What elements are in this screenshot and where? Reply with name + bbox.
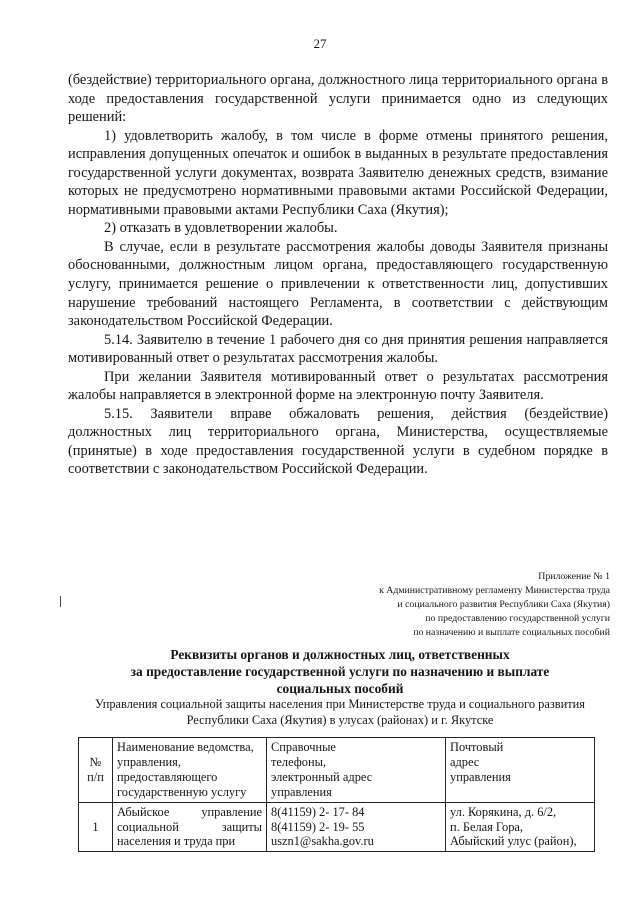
paragraph: 1) удовлетворить жалобу, в том числе в форме отмены принятого решения, исправления допущенных опечаток и ошибок в выданных в результате предоставления государственной услуги документах, возврата Заявителю денежных средств, взимание которых не предусмотрено нормативными правовыми актами Российской Федерации, нормативными правовыми актами Республики Саха (Якутия); bbox=[68, 127, 608, 218]
section-subtitle bbox=[70, 696, 610, 728]
title-line: Реквизиты органов и должностных лиц, ответственных bbox=[170, 647, 510, 662]
appendix-line: и социального развития Республики Саха (Якутия) bbox=[397, 599, 610, 610]
body-text bbox=[68, 71, 608, 479]
row-address-cell: ул. Корякина, д. 6/2, п. Белая Гора, Абыйский улус (район), bbox=[446, 802, 595, 852]
row-number-cell: 1 bbox=[79, 802, 113, 852]
paragraph: В случае, если в результате рассмотрения жалобы доводы Заявителя признаны обоснованными, должностным лицом органа, предоставляющего государственную услугу, принимается решение о привлечении к ответственности лиц, допустивших нарушение требований настоящего Регламента, в соответствии с действующим законодательством Российской Федерации. bbox=[68, 238, 608, 330]
paragraph: 5.14. Заявителю в течение 1 рабочего дня со дня принятия решения направляется мотивированный ответ о результатах рассмотрения жалобы. bbox=[68, 331, 608, 367]
requisites-table bbox=[78, 737, 595, 852]
page-number: 27 bbox=[313, 36, 327, 51]
appendix-header bbox=[280, 570, 610, 640]
title-line: за предоставление государственной услуги по назначению и выплате bbox=[130, 664, 550, 679]
appendix-line: по назначению и выплате социальных пособий bbox=[413, 627, 610, 638]
row-name-cell: Абыйское управление социальной защиты населения и труда при bbox=[113, 802, 267, 852]
paragraph: (бездействие) территориального органа, должностного лица территориального органа в ходе предоставления государственной услуги принимается одно из следующих решений: bbox=[68, 72, 608, 126]
paragraph: 5.15. Заявители вправе обжаловать решения, действия (бездействие) должностных лиц территориального органа, Министерства, осуществляемые (принятые) в ходе предоставления государственной услуги в судебном порядке в соответствии с законодательством Российской Федерации. bbox=[68, 405, 608, 478]
appendix-line: по предоставлению государственной услуги bbox=[425, 613, 610, 624]
appendix-line: к Административному регламенту Министерства труда bbox=[379, 585, 610, 596]
section-title bbox=[70, 646, 610, 697]
row-contacts-cell: 8(41159) 2- 17- 84 8(41159) 2- 19- 55 uszn1@sakha.gov.ru bbox=[267, 802, 446, 852]
table-row bbox=[79, 802, 595, 852]
table-header-row bbox=[79, 738, 595, 803]
paragraph: 2) отказать в удовлетворении жалобы. bbox=[104, 220, 338, 237]
appendix-line: Приложение № 1 bbox=[538, 571, 610, 582]
title-line: социальных пособий bbox=[276, 681, 404, 696]
paragraph: При желании Заявителя мотивированный ответ о результатах рассмотрения жалобы направляется в электронной форме на электронную почту Заявителя. bbox=[68, 368, 608, 404]
header-cell-address: Почтовый адрес управления bbox=[446, 738, 595, 803]
subtitle-line: Управления социальной защиты населения при Министерстве труда и социального развития bbox=[95, 697, 585, 711]
margin-mark bbox=[60, 596, 61, 607]
header-cell-contacts: Справочные телефоны, электронный адрес управления bbox=[267, 738, 446, 803]
header-cell-name: Наименование ведомства, управления, предоставляющего государственную услугу bbox=[113, 738, 267, 803]
subtitle-line: Республики Саха (Якутия) в улусах (районах) и г. Якутске bbox=[186, 713, 494, 727]
header-cell-number: № п/п bbox=[79, 738, 113, 803]
